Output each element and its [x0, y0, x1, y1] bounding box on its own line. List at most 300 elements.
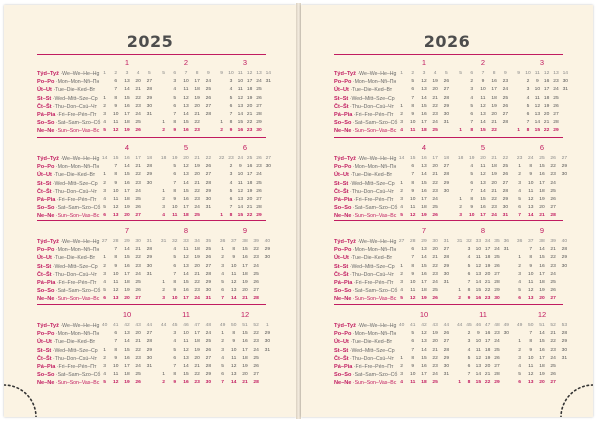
week-number: 11 [237, 71, 243, 76]
day-cell: 3 [459, 213, 462, 219]
weekday-label-translations: ·Wed–Mitt–Sze–Ср [348, 347, 395, 354]
weekday-label-primary: St–St [37, 263, 52, 270]
day-cell [441, 127, 452, 135]
sunday-row [396, 379, 452, 387]
page-2026 [301, 5, 593, 417]
weekday-label-primary: Po–Po [37, 331, 55, 338]
weekday-label-translations: ·Fri–Fre–Pén–Пт [55, 363, 97, 370]
weekday-label-primary: So–So [334, 205, 352, 212]
weekday-row [158, 196, 214, 204]
day-cell: 20 [135, 79, 141, 85]
day-cell: 8 [411, 263, 415, 269]
day-cell: 11 [410, 205, 416, 211]
day-grid [396, 70, 452, 136]
weekday-label-primary: St–St [37, 180, 52, 187]
day-cell [455, 188, 466, 196]
weekday-row [396, 171, 452, 179]
week-number: 29 [124, 239, 130, 244]
day-cell: 9 [232, 339, 236, 345]
day-cell: 17 [124, 363, 130, 369]
week-number: 46 [183, 323, 189, 328]
day-cell: 20 [484, 363, 491, 369]
week-number: 1 [400, 71, 403, 76]
day-cell: 30 [443, 363, 450, 369]
month-block [99, 226, 155, 302]
weekday-label-primary: So–So [37, 205, 55, 212]
week-number: 5 [162, 71, 165, 76]
day-cell: 12 [480, 103, 486, 109]
day-cell: 3 [173, 331, 177, 337]
day-cell: 22 [491, 128, 497, 134]
weekday-label-translations: ·We–We–He–Hg [58, 156, 100, 162]
day-cell [264, 188, 273, 196]
day-cell: 23 [432, 111, 438, 117]
day-cell: 12 [237, 188, 244, 194]
week-number: 30 [135, 239, 141, 244]
day-cell: 1 [221, 247, 224, 253]
day-cell [502, 279, 511, 287]
day-cell: 15 [480, 128, 486, 134]
weekday-label-primary: Pá–Pia [37, 363, 56, 370]
day-cell: 11 [528, 188, 534, 194]
weekday-row [455, 119, 511, 127]
weekday-row [514, 279, 570, 287]
day-cell: 23 [550, 347, 556, 353]
month-block [396, 143, 452, 219]
weekday-label-primary: Po–Po [37, 247, 55, 254]
day-cell: 29 [256, 213, 262, 219]
day-cell [502, 355, 511, 363]
day-cell: 30 [494, 296, 500, 302]
day-cell: 23 [432, 271, 438, 277]
day-cell: 30 [265, 164, 272, 170]
weekday-label-translations: ·Mon–Mon–Nfi–Пн [351, 79, 397, 86]
day-cell: 9 [467, 296, 471, 302]
weekday-row [99, 338, 155, 346]
day-cell: 17 [421, 372, 427, 378]
day-cell: 25 [432, 288, 438, 294]
day-cell: 10 [172, 205, 178, 211]
day-cell: 5 [467, 263, 471, 269]
week-number: 37 [231, 239, 237, 244]
week-number: 2 [114, 71, 118, 76]
day-cell [396, 171, 407, 179]
weekday-label-translations: ·Sat–Sam–Szo–Сб [351, 288, 398, 295]
day-cell: 7 [529, 247, 533, 253]
day-cell: 20 [194, 263, 200, 269]
day-cell: 13 [183, 103, 189, 109]
week-number: 10 [525, 71, 531, 76]
weekday-label-primary: Pá–Pia [334, 196, 353, 203]
month-block [99, 143, 155, 219]
week-number: 13 [256, 71, 262, 76]
day-cell: 8 [229, 120, 233, 126]
day-cell: 20 [432, 164, 438, 170]
day-cell: 17 [539, 355, 545, 361]
day-cell: 3 [221, 263, 224, 269]
day-grid [455, 155, 511, 221]
month-block [217, 58, 273, 134]
day-cell [264, 204, 273, 212]
day-cell: 7 [470, 188, 474, 194]
day-cell: 17 [242, 347, 248, 353]
day-cell: 16 [539, 347, 545, 353]
weekday-label-translations: ·Wed–Mitt–Sze–Ср [51, 347, 98, 354]
weekday-row [99, 171, 155, 179]
weekday-label-primary: So–So [334, 372, 352, 379]
day-cell: 21 [135, 339, 141, 345]
day-cell [217, 204, 226, 212]
weekday-label-translations: ·Mon–Mon–Nfi–Пн [54, 79, 100, 86]
day-cell: 24 [550, 355, 556, 361]
weekday-row [455, 254, 511, 262]
weekday-row [217, 254, 273, 262]
weekday-row [514, 271, 570, 279]
day-cell: 19 [421, 296, 427, 302]
weekday-row [158, 271, 214, 279]
weekday-row [217, 355, 273, 363]
weekday-row [514, 347, 570, 355]
weekday-label-primary: St–St [334, 180, 349, 187]
weekday-row [217, 171, 273, 179]
day-cell: 15 [421, 103, 427, 109]
month-number: 5 [480, 143, 486, 152]
weekday-label-primary: So–So [334, 120, 352, 127]
day-cell: 15 [124, 172, 130, 178]
day-cell: 4 [400, 288, 403, 294]
day-cell: 19 [539, 288, 545, 294]
month-number: 9 [539, 226, 545, 235]
day-cell [144, 279, 155, 287]
day-cell: 4 [467, 255, 471, 261]
day-cell: 13 [421, 247, 427, 253]
weekday-row [217, 330, 273, 338]
day-cell: 30 [562, 79, 569, 85]
weekday-label-translations: ·Mon–Mon–Nfi–Пн [54, 331, 100, 338]
day-cell [559, 363, 570, 371]
weekday-row [217, 271, 273, 279]
day-cell: 23 [135, 263, 141, 269]
day-cell: 15 [124, 255, 130, 261]
week-number-row [99, 238, 155, 246]
day-cell [99, 78, 110, 86]
weekday-row [455, 180, 511, 188]
weekday-label-translations: ·Sun–Son–Vas–Вс [351, 380, 397, 387]
day-cell: 12 [231, 279, 237, 285]
weekday-label-primary: Út–Ut [334, 172, 349, 179]
day-cell: 18 [246, 87, 253, 93]
week-number-row [158, 322, 214, 330]
day-cell [144, 379, 155, 387]
week-number: 48 [494, 323, 500, 328]
week-number: 3 [422, 71, 426, 76]
day-cell: 7 [114, 339, 118, 345]
day-grid [396, 322, 452, 388]
day-cell: 21 [484, 279, 491, 285]
day-cell: 10 [113, 363, 119, 369]
weekday-label-translations: ·Mon–Mon–Nfi–Пн [54, 247, 100, 254]
day-cell: 1 [518, 164, 521, 170]
day-cell: 10 [410, 120, 416, 126]
day-cell: 14 [421, 172, 427, 178]
day-cell: 2 [103, 103, 106, 109]
day-cell: 22 [253, 331, 259, 337]
day-grid [217, 70, 273, 136]
month-block [158, 58, 214, 134]
day-cell: 26 [502, 103, 509, 109]
weekday-row [396, 347, 452, 355]
day-cell: 12 [421, 331, 427, 337]
day-cell: 21 [242, 380, 248, 386]
week-number: 25 [246, 156, 253, 161]
weekday-row [99, 279, 155, 287]
day-grid [99, 70, 155, 136]
weekday-label-primary: Týd–Tyž [37, 323, 59, 329]
week-number: 17 [135, 156, 141, 161]
day-cell: 4 [229, 180, 233, 186]
day-cell: 25 [432, 380, 438, 386]
weekday-row [217, 347, 273, 355]
day-cell [99, 86, 110, 94]
week-number: 50 [231, 323, 237, 328]
day-cell: 10 [410, 196, 416, 202]
day-cell: 14 [124, 247, 130, 253]
day-grid [99, 238, 155, 304]
quarter-divider [334, 304, 563, 305]
day-cell [455, 86, 466, 94]
day-cell: 16 [183, 380, 189, 386]
weekday-row [158, 111, 214, 119]
weekday-label-translations: ·Fri–Fre–Pén–Пт [352, 279, 394, 286]
day-cell: 7 [470, 120, 474, 126]
day-cell: 27 [553, 111, 559, 117]
day-cell [264, 95, 273, 103]
weekday-row [514, 363, 570, 371]
sunday-row [158, 127, 214, 135]
day-cell: 12 [421, 79, 427, 85]
week-number: 50 [528, 323, 534, 328]
week-number: 26 [550, 156, 556, 161]
week-number: 20 [480, 156, 486, 161]
week-number: 27 [101, 239, 108, 244]
week-number: 21 [491, 156, 497, 161]
sunday-row [455, 127, 511, 135]
day-cell: 13 [183, 172, 189, 178]
day-cell: 26 [135, 128, 141, 134]
day-cell: 21 [432, 95, 438, 101]
day-cell: 10 [475, 339, 482, 345]
day-cell [217, 163, 226, 171]
day-cell: 24 [502, 87, 509, 93]
day-cell: 1 [103, 172, 106, 178]
day-cell: 2 [162, 288, 165, 294]
week-number-row [99, 70, 155, 78]
day-cell: 29 [494, 380, 500, 386]
week-number: 41 [113, 323, 119, 328]
day-cell [396, 95, 407, 103]
week-number: 10 [228, 71, 234, 76]
day-cell: 18 [124, 196, 130, 202]
weekday-label-primary: So–So [37, 288, 55, 295]
day-cell [262, 287, 273, 295]
day-cell: 20 [124, 213, 130, 219]
day-cell: 30 [146, 103, 153, 109]
month-block [396, 310, 452, 386]
day-cell: 24 [205, 79, 212, 85]
week-number: 49 [516, 323, 523, 328]
day-cell: 20 [242, 372, 248, 378]
day-grid [396, 238, 452, 304]
day-cell: 27 [146, 79, 153, 85]
weekday-label-translations: ·Fri–Fre–Pén–Пт [352, 111, 394, 118]
day-cell: 6 [103, 296, 106, 302]
day-cell: 22 [135, 172, 141, 178]
day-cell: 4 [518, 363, 521, 369]
day-cell: 1 [103, 255, 106, 261]
day-cell: 29 [443, 180, 450, 186]
day-cell: 3 [162, 205, 165, 211]
week-number: 18 [443, 156, 450, 161]
day-cell: 25 [253, 271, 259, 277]
day-cell: 23 [553, 79, 559, 85]
weekday-row [217, 95, 273, 103]
day-cell: 14 [421, 347, 427, 353]
weekday-row [514, 263, 570, 271]
day-cell: 11 [113, 196, 119, 202]
month-block [217, 226, 273, 302]
day-cell: 20 [539, 380, 545, 386]
day-cell: 19 [242, 279, 248, 285]
day-grid [99, 155, 155, 221]
weekday-label-primary: Ne–Ne [334, 213, 352, 220]
day-cell: 19 [242, 363, 248, 369]
weekday-label-translations: ·Wed–Mitt–Sze–Ср [51, 263, 98, 270]
week-number: 9 [517, 71, 521, 76]
day-cell: 8 [114, 172, 118, 178]
day-grid [455, 238, 511, 304]
month-number: 10 [122, 310, 132, 319]
weekday-row [396, 246, 452, 254]
day-cell: 10 [528, 271, 534, 277]
week-number: 47 [194, 323, 200, 328]
day-cell: 25 [502, 95, 509, 101]
month-number: 3 [539, 58, 545, 67]
day-cell: 19 [421, 213, 427, 219]
weekday-label-translations: ·Mon–Mon–Nfi–Пн [351, 331, 397, 338]
week-number: 16 [421, 156, 427, 161]
day-cell: 5 [400, 296, 403, 302]
weekday-label-primary: St–St [37, 95, 52, 102]
day-cell: 1 [458, 288, 462, 294]
day-cell: 23 [494, 331, 500, 337]
day-cell: 22 [432, 355, 438, 361]
day-cell: 2 [400, 363, 403, 369]
week-number: 35 [494, 239, 500, 244]
day-cell: 28 [256, 111, 262, 117]
weekday-row [99, 163, 155, 171]
day-cell: 4 [518, 279, 521, 285]
month-number: 8 [183, 226, 189, 235]
day-cell: 6 [229, 103, 233, 109]
week-number: 14 [398, 156, 405, 161]
week-number: 52 [253, 323, 259, 328]
day-cell [559, 379, 570, 387]
day-cell: 29 [205, 279, 212, 285]
day-cell: 15 [475, 288, 482, 294]
year-title: 2026 [423, 32, 471, 51]
day-cell: 1 [220, 120, 224, 126]
day-cell: 18 [183, 213, 189, 219]
day-cell [561, 127, 570, 135]
weekday-row [158, 371, 214, 379]
day-cell: 13 [421, 87, 427, 93]
day-cell: 15 [237, 120, 244, 126]
day-cell: 8 [411, 180, 415, 186]
weekday-row [158, 86, 214, 94]
day-cell: 10 [528, 355, 534, 361]
day-cell: 29 [146, 172, 153, 178]
day-cell: 19 [124, 288, 130, 294]
day-cell: 19 [194, 95, 200, 101]
weekday-row [514, 254, 570, 262]
weekday-label-translations: ·Tue–Die–Ked–Вт [51, 87, 96, 94]
day-cell: 31 [443, 120, 450, 126]
day-cell: 26 [432, 296, 438, 302]
day-cell: 14 [421, 95, 427, 101]
weekday-row [396, 287, 452, 295]
week-number: 32 [466, 239, 472, 244]
weekday-row [514, 355, 570, 363]
week-number-row [514, 70, 570, 78]
day-cell: 28 [146, 247, 153, 253]
day-cell [455, 171, 466, 179]
month-number: 8 [480, 226, 486, 235]
week-number: 24 [237, 156, 244, 161]
day-cell: 14 [475, 279, 482, 285]
day-cell: 21 [550, 331, 556, 337]
day-cell [264, 180, 273, 188]
weekday-row [217, 188, 273, 196]
day-cell: 25 [205, 339, 212, 345]
weekday-row [217, 103, 273, 111]
day-cell: 24 [256, 79, 262, 85]
day-cell: 21 [135, 87, 141, 93]
day-cell: 14 [421, 255, 427, 261]
day-cell: 27 [256, 103, 262, 109]
day-cell: 30 [443, 271, 450, 277]
day-cell: 18 [194, 87, 200, 93]
day-cell: 31 [561, 355, 568, 361]
sunday-row [99, 127, 155, 135]
week-number: 24 [528, 156, 534, 161]
day-cell: 13 [183, 355, 189, 361]
day-cell: 26 [205, 164, 212, 170]
weekday-row [396, 254, 452, 262]
day-cell: 20 [432, 87, 438, 93]
day-cell: 28 [502, 188, 509, 194]
day-cell: 16 [237, 128, 244, 134]
week-number: 9 [220, 71, 224, 76]
day-cell [99, 163, 110, 171]
day-cell [144, 295, 155, 303]
day-cell [396, 254, 407, 262]
day-cell: 10 [172, 296, 178, 302]
weekday-row [396, 78, 452, 86]
day-cell: 2 [467, 331, 471, 337]
day-cell: 24 [494, 339, 500, 345]
day-cell: 13 [480, 180, 486, 186]
day-cell: 18 [242, 355, 248, 361]
